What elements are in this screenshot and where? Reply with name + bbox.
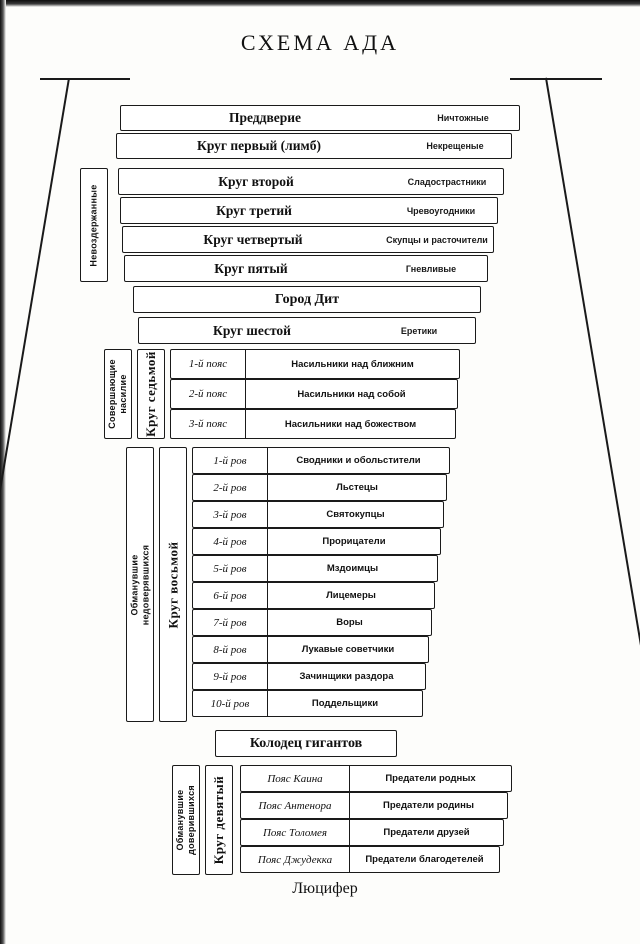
belt-label: 9-й ров (193, 664, 268, 689)
band-label: Колодец гигантов (249, 735, 363, 751)
belt-label: 3-й пояс (171, 410, 246, 438)
band-vestibule[interactable] (120, 105, 520, 131)
belt-label: 5-й ров (193, 556, 268, 581)
sinners-label: Предатели родных (385, 773, 476, 784)
sinners-label: Предатели друзей (383, 827, 470, 838)
sinners-label: Зачинщики раздора (299, 671, 394, 682)
sinners-label: Предатели благодетелей (365, 854, 484, 865)
belt-label: Пояс Толомея (241, 820, 350, 845)
circle8-row-2[interactable] (192, 474, 447, 501)
circle8-row-9[interactable] (192, 663, 426, 690)
belt-label: 7-й ров (193, 610, 268, 635)
circle9-row-3[interactable] (240, 819, 504, 846)
belt-label: 2-й ров (193, 475, 268, 500)
band-circle-4[interactable] (122, 226, 494, 253)
circle9-row-2[interactable] (240, 792, 508, 819)
sinners-label: Лукавые советчики (301, 644, 395, 655)
belt-label: Пояс Каина (241, 766, 350, 791)
page-title: СХЕМА АДА (240, 30, 400, 55)
circle-8-label[interactable]: Круг восьмой (159, 447, 187, 722)
band-sinners: Еретики (400, 325, 438, 336)
group-label: Обманувшие недоверявшихся (129, 544, 150, 625)
circle9-row-1[interactable] (240, 765, 512, 792)
band-label: Круг пятый (214, 260, 288, 276)
funnel-wall-right (545, 78, 640, 897)
circle8-row-7[interactable] (192, 609, 432, 636)
sinners-label: Воры (336, 617, 363, 628)
band-well-of-giants[interactable] (215, 730, 397, 757)
belt-label: 1-й ров (193, 448, 268, 473)
circle8-row-3[interactable] (192, 501, 444, 528)
funnel-top-rim-left (40, 78, 130, 80)
belt-label: Пояс Джудекка (241, 847, 350, 872)
group-label: Обманувшие доверившихся (175, 785, 197, 855)
band-sinners: Ничтожные (437, 113, 489, 123)
band-label: Преддверие (228, 110, 302, 125)
circle8-row-10[interactable] (192, 690, 423, 717)
band-sinners: Гневливые (405, 263, 457, 274)
sinners-label: Святокупцы (326, 509, 385, 520)
sinners-label: Насильники над божеством (284, 418, 417, 430)
band-circle-6[interactable] (138, 317, 476, 344)
belt-label: 4-й ров (193, 529, 268, 554)
sinners-label: Сводники и обольстители (296, 455, 421, 466)
group-sovershayushchie-nasilie (104, 349, 132, 439)
circle8-row-6[interactable] (192, 582, 435, 609)
scan-edge-top (0, 0, 640, 7)
band-label: Круг первый (лимб) (197, 138, 321, 153)
belt-label: 2-й пояс (171, 380, 246, 408)
belt-label: 10-й ров (193, 691, 268, 716)
group-nevozderzhannye (80, 168, 108, 282)
circle-7-label[interactable]: Круг седьмой (137, 349, 165, 439)
circle8-row-1[interactable] (192, 447, 450, 474)
band-circle-5[interactable] (124, 255, 488, 282)
belt-label: Пояс Антенора (241, 793, 350, 818)
band-label: Круг шестой (213, 322, 291, 338)
circle8-row-4[interactable] (192, 528, 441, 555)
belt-label: 3-й ров (193, 502, 268, 527)
circle-9-label[interactable]: Круг девятый (205, 765, 233, 875)
band-sinners: Чревоугодники (406, 205, 476, 216)
sinners-label: Поддельщики (311, 698, 379, 709)
circle8-row-5[interactable] (192, 555, 438, 582)
circle7-row-1[interactable] (170, 349, 460, 379)
band-label: Круг второй (218, 173, 294, 189)
band-circle-3[interactable] (120, 197, 498, 224)
belt-label: 6-й ров (193, 583, 268, 608)
sinners-label: Льстецы (336, 482, 378, 493)
circle7-row-2[interactable] (170, 379, 458, 409)
band-sinners: Скупцы и расточители (386, 234, 488, 245)
band-sinners: Сладострастники (407, 176, 487, 187)
lucifer-label: Люцифер (292, 880, 358, 897)
sinners-label: Мздоимцы (326, 563, 379, 574)
band-label: Город Дит (274, 291, 340, 307)
circle7-row-3[interactable] (170, 409, 456, 439)
band-label: Круг третий (216, 202, 292, 218)
band-circle-1[interactable] (116, 133, 512, 159)
belt-label: 8-й ров (193, 637, 268, 662)
circle9-row-4[interactable] (240, 846, 500, 873)
group-obmanuvshie-doverivshihsya (172, 765, 200, 875)
sinners-label: Предатели родины (383, 800, 474, 811)
group-label: Совершающие насилие (107, 359, 129, 429)
sinners-label: Прорицатели (322, 536, 386, 547)
sinners-label: Лицемеры (326, 590, 376, 601)
band-circle-2[interactable] (118, 168, 504, 195)
group-label: Невоздержанные (88, 183, 99, 267)
band-label: Круг четвертый (203, 231, 303, 247)
circle8-row-8[interactable] (192, 636, 429, 663)
sinners-label: Насильники над собой (297, 388, 406, 400)
band-city-dit[interactable] (133, 286, 481, 313)
band-sinners: Некрещеные (426, 141, 484, 151)
sinners-label: Насильники над ближним (291, 358, 414, 370)
funnel-top-rim-right (510, 78, 602, 80)
funnel-wall-left (0, 78, 70, 897)
belt-label: 1-й пояс (171, 350, 246, 378)
group-obmanuvshie-nedoveryavshihsya (126, 447, 154, 722)
